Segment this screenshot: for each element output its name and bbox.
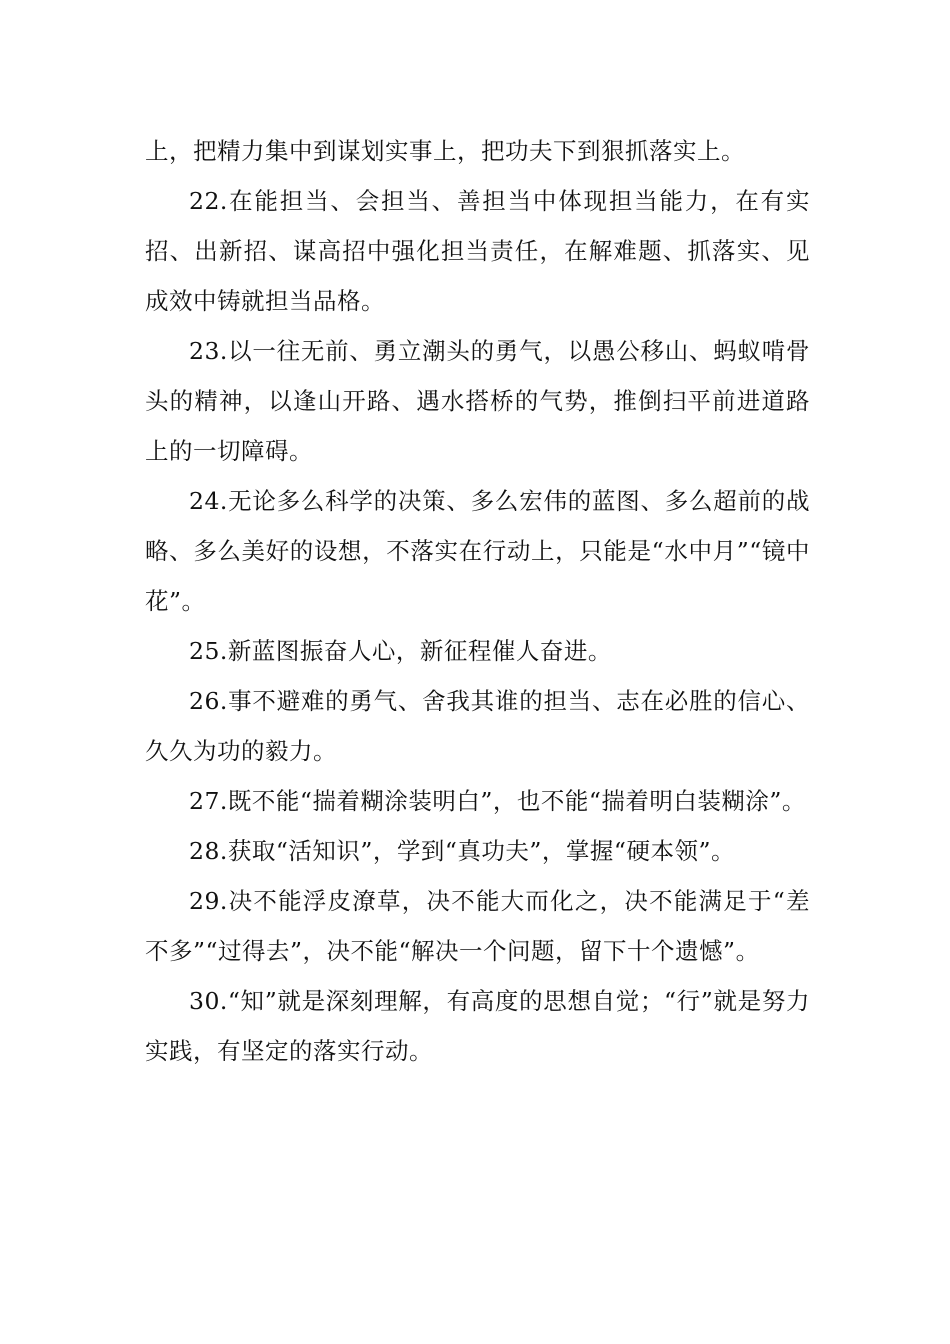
paragraph-28: 28.获取“活知识”，学到“真功夫”，掌握“硬本领”。: [189, 837, 735, 865]
paragraph-continuation: 上，把精力集中到谋划实事上，把功夫下到狠抓落实上。: [145, 137, 745, 165]
paragraph-26: 26.事不避难的勇气、舍我其谁的担当、志在必胜的信心、久久为功的毅力。: [145, 687, 810, 765]
paragraph-25: 25.新蓝图振奋人心，新征程催人奋进。: [189, 637, 612, 665]
paragraph-30: 30.“知”就是深刻理解，有高度的思想自觉；“行”就是努力实践，有坚定的落实行动。: [145, 987, 810, 1065]
document-page: [145, 126, 810, 1076]
paragraph-22: 22.在能担当、会担当、善担当中体现担当能力，在有实招、出新招、谋高招中强化担当责任，在解难题、抓落实、见成效中铸就担当品格。: [145, 187, 810, 315]
paragraph-29: 29.决不能浮皮潦草，决不能大而化之，决不能满足于“差不多”“过得去”，决不能“解决一个问题，留下十个遗憾”。: [145, 887, 810, 965]
paragraph-27: 27.既不能“揣着糊涂装明白”，也不能“揣着明白装糊涂”。: [189, 787, 806, 815]
paragraph-23: 23.以一往无前、勇立潮头的勇气，以愚公移山、蚂蚁啃骨头的精神，以逢山开路、遇水搭桥的气势，推倒扫平前进道路上的一切障碍。: [145, 337, 810, 465]
paragraph-24: 24.无论多么科学的决策、多么宏伟的蓝图、多么超前的战略、多么美好的设想，不落实在行动上，只能是“水中月”“镜中花”。: [145, 487, 810, 615]
